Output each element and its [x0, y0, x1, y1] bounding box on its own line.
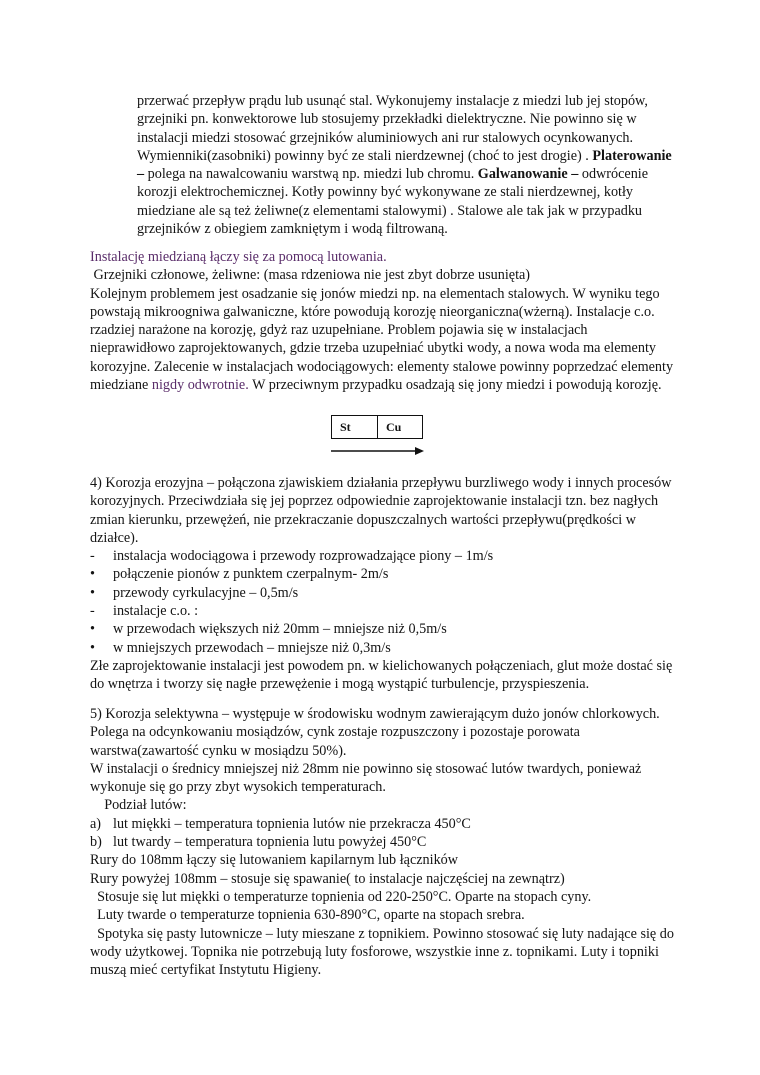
- list-item: [90, 547, 675, 565]
- pipes-over-108mm-note: Rury powyżej 108mm – stosuje się spawanie( to instalacje najczęściej na zewnątrz): [90, 870, 565, 887]
- right-arrow-icon: [331, 446, 424, 456]
- pipes-to-108mm-note: Rury do 108mm łączy się lutowaniem kapilarnym lub łączników: [90, 852, 459, 869]
- never-reverse-note: nigdy odwrotnie.: [151, 377, 249, 394]
- list-item: [90, 815, 675, 833]
- list-marker: -: [90, 603, 95, 620]
- hard-solder-temp-note: Luty twarde o temperaturze topnienia 630-890°C, oparte na stopach srebra.: [90, 907, 525, 924]
- st-box: St: [332, 416, 378, 438]
- list-item-text: lut twardy – temperatura topnienia lutu powyżej 450°C: [113, 834, 427, 851]
- st-cu-diagram: [331, 415, 424, 455]
- galwanowanie-text: odwrócenie korozji elektrochemicznej. Kotły powinny być wykonywane ze stali nierdzewnej, kotły miedziane ale są też żeliwne(z elementami stalowymi) . Stalowe ale tak jak w przypadku grzejników z obiegiem zamkniętym i wodą filtrowaną.: [137, 166, 649, 238]
- list-marker: b): [90, 834, 102, 851]
- solder-division-heading: Podział lutów:: [90, 797, 187, 814]
- galwanowanie-term: Galwanowanie –: [477, 166, 579, 183]
- copper-ions-text: Kolejnym problemem jest osadzanie się jonów miedzi np. na elementach stalowych. W wyniku tego powstają mikroogniwa galwaniczne, które powodują korozję nieorganiczna(wżerną). Instalacje c.o. rzadziej narażone na korozję, gdyż raz uzupełniane. Problem pojawia się w instalacjach nieprawidłowo zaprojektowanych, gdzie trzeba uzupełniać ubytki wody, a nowa woda ma elementy korozyjne. Zalecenie w instalacjach wodociągowych: elementy stalowe powinny poprzedzać elementy miedziane: [90, 285, 674, 394]
- list-item: [90, 565, 675, 583]
- intro-paragraph: [137, 92, 675, 238]
- soft-solder-note: Stosuje się lut miękki o temperaturze topnienia od 220-250°C. Oparte na stopach cyny.: [90, 888, 592, 905]
- list-item: [90, 833, 675, 851]
- bad-design-paragraph: Złe zaprojektowanie instalacji jest powodem pn. w kielichowanych połączeniach, glut może dostać się do wnętrza i tworzy się nagłe przewężenie i mogą wystąpić turbulencje, przyspieszenia.: [90, 657, 673, 693]
- list-item-text: połączenie pionów z punktem czerpalnym- 2m/s: [113, 566, 389, 583]
- section-5: [90, 705, 678, 979]
- radiators-note: Grzejniki członowe, żeliwne: (masa rdzeniowa nie jest zbyt dobrze usunięta): [90, 267, 531, 284]
- list-marker: •: [90, 584, 95, 601]
- list-item: [90, 620, 675, 638]
- copper-ions-tail: W przeciwnym przypadku osadzają się jony miedzi i powodują korozję.: [248, 377, 662, 394]
- list-marker: -: [90, 548, 95, 565]
- st-cu-boxes: [331, 415, 423, 439]
- list-item: [90, 584, 675, 602]
- velocity-list: [90, 547, 675, 657]
- list-marker: •: [90, 566, 95, 583]
- intro-text: przerwać przepływ prądu lub usunąć stal. Wykonujemy instalacje z miedzi lub jej stopów, grzejniki pn. konwektorowe lub stosujemy przekładki dielektryczne. Nie powinno się w instalacji miedzi stosować grzejników aluminiowych ani rur stalowych ocynkowanych. Wymienniki(zasobniki) powinny być ze stali nierdzewnej (choć to jest drogie) .: [137, 93, 648, 164]
- soldering-note: Instalację miedzianą łączy się za pomocą lutowania.: [90, 249, 387, 265]
- list-marker: •: [90, 621, 95, 638]
- list-item-text: w mniejszych przewodach – mniejsze niż 0,3m/s: [113, 639, 391, 656]
- list-item: [90, 639, 675, 657]
- copper-ions-paragraph: [90, 285, 675, 395]
- section-4: [90, 474, 675, 694]
- platerowanie-text: polega na nawalcowaniu warstwą np. miedzi lub chromu.: [144, 166, 475, 183]
- list-item-text: instalacja wodociągowa i przewody rozprowadzające piony – 1m/s: [113, 548, 494, 565]
- list-item-text: lut miękki – temperatura topnienia lutów nie przekracza 450°C: [113, 815, 471, 832]
- list-item-text: instalacje c.o. :: [113, 603, 199, 620]
- list-marker: •: [90, 639, 95, 656]
- list-item-text: przewody cyrkulacyjne – 0,5m/s: [113, 584, 299, 601]
- hard-solder-note: W instalacji o średnicy mniejszej niż 28mm nie powinno się stosować lutów twardych, ponieważ wykonuje się go przy zbyt wysokich temperaturach.: [90, 760, 642, 796]
- copper-paragraph: [90, 248, 675, 394]
- list-item: [90, 602, 675, 620]
- list-item-text: w przewodach większych niż 20mm – mniejsze niż 0,5m/s: [113, 621, 447, 638]
- solder-paste-note: Spotyka się pasty lutownicze – luty mieszane z topnikiem. Powinno stosować się luty nadające się do wody użytkowej. Topnika nie potrzebują luty fosforowe, wszystkie inne z. topnikami. Luty i topniki muszą mieć certyfikat Instytutu Higieny.: [90, 925, 678, 979]
- cu-box: Cu: [386, 419, 402, 434]
- platerowanie-term: Platerowanie –: [137, 147, 672, 183]
- section-5-intro: 5) Korozja selektywna – występuje w środowisku wodnym zawierającym dużo jonów chlorkowych. Polega na odcynkowaniu mosiądzów, cynk zostaje rozpuszczony i pozostaje porowata warstwa(zawartość cynku w mosiądzu 50%).: [90, 706, 660, 759]
- list-marker: a): [90, 815, 102, 832]
- section-4-intro: 4) Korozja erozyjna – połączona zjawiskiem działania przepływu burzliwego wody i innych procesów korozyjnych. Przeciwdziała się jej poprzez odpowiednie zaprojektowanie instalacji tzn. bez nagłych zmian kierunku, przewężeń, nie przekraczanie dopuszczalnych wartości przepływu(prędkości w działce).: [90, 475, 672, 546]
